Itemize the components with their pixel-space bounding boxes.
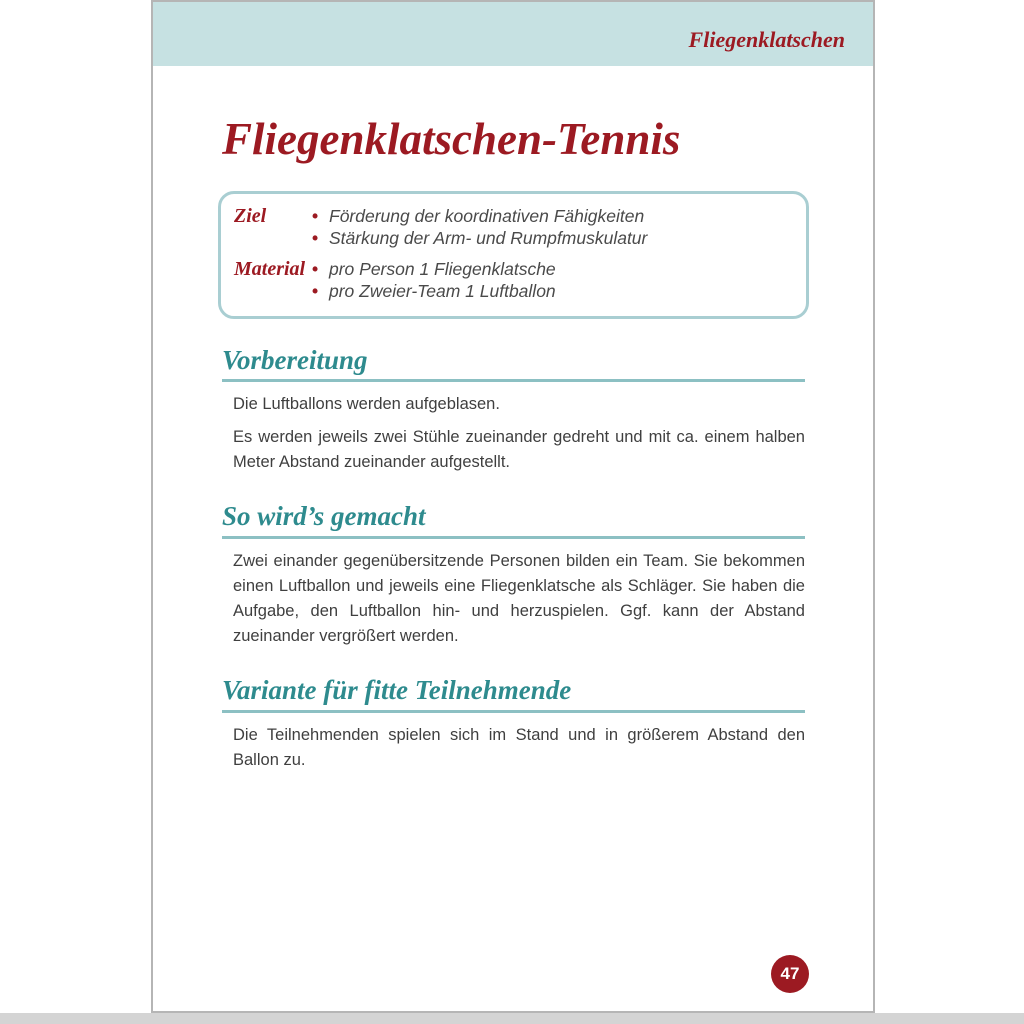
material-label: Material bbox=[234, 257, 306, 280]
goal-material-box bbox=[218, 191, 809, 319]
list-item: • Stärkung der Arm- und Rumpfmuskulatur bbox=[311, 227, 796, 250]
list-item: • pro Person 1 Fliegenklatsche bbox=[311, 258, 796, 281]
page-number-badge bbox=[771, 955, 809, 993]
section-so-wirds-gemacht bbox=[222, 502, 805, 649]
ziel-label: Ziel bbox=[234, 204, 267, 227]
list-item: • Förderung der koordinativen Fähigkeiten bbox=[311, 205, 796, 228]
info-row-material bbox=[221, 258, 796, 303]
paragraph: Die Luftballons werden aufgeblasen. bbox=[233, 395, 500, 414]
info-row-ziel bbox=[221, 205, 796, 250]
section-variante bbox=[222, 676, 805, 773]
section-vorbereitung bbox=[222, 346, 805, 476]
running-header-title: Fliegenklatschen bbox=[688, 27, 845, 52]
page-title: Fliegenklatschen-Tennis bbox=[222, 114, 681, 164]
section-heading: So wird’s gemacht bbox=[222, 502, 805, 539]
ziel-list bbox=[311, 205, 796, 250]
page-bottom-shadow bbox=[0, 1013, 1024, 1024]
section-heading: Vorbereitung bbox=[222, 346, 805, 383]
section-heading: Variante für fitte Teilnehmende bbox=[222, 676, 805, 713]
paragraph: Die Teilnehmenden spielen sich im Stand und in größerem Abstand den Ballon zu. bbox=[233, 725, 805, 769]
paragraph: Zwei einander gegenübersitzende Personen bilden ein Team. Sie bekommen einen Luftballon und jeweils eine Fliegenklatsche als Schläger. Sie haben die Aufgabe, den Luftballon hin- und herzuspielen. Ggf. kann der Abstand zueinander vergrößert werden. bbox=[233, 551, 805, 645]
page-header-band bbox=[153, 2, 873, 66]
paragraph: Es werden jeweils zwei Stühle zueinander gedreht und mit ca. einem halben Meter Abstand zueinander aufgestellt. bbox=[233, 428, 805, 472]
document-page bbox=[151, 0, 875, 1013]
material-list bbox=[311, 258, 796, 303]
page-number-value: 47 bbox=[780, 964, 800, 983]
list-item: • pro Zweier-Team 1 Luftballon bbox=[311, 280, 796, 303]
page-content bbox=[153, 115, 873, 773]
